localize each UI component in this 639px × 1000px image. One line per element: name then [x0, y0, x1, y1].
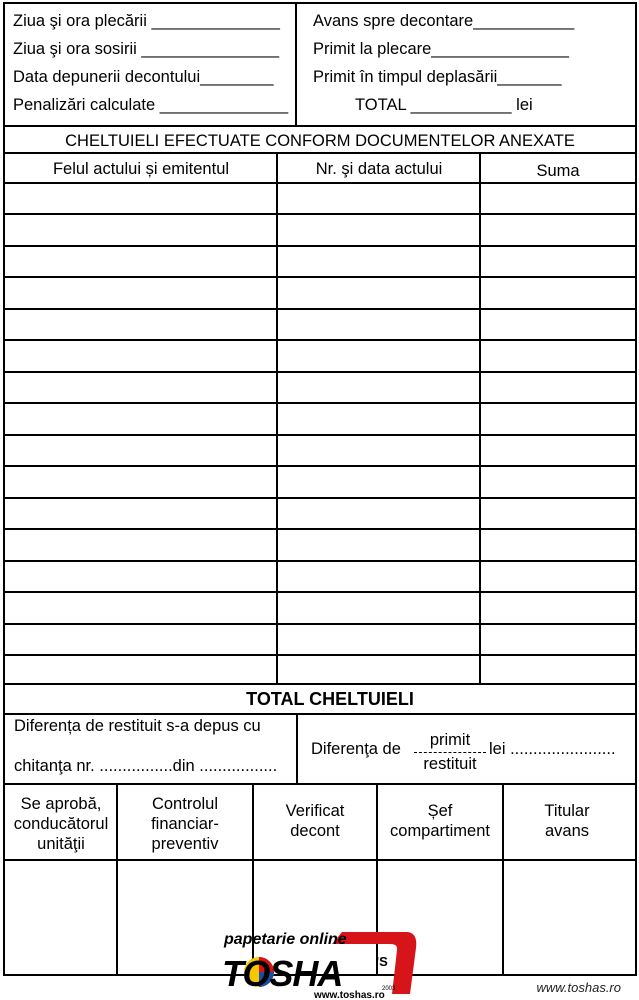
header-bottom-line — [5, 125, 635, 127]
deposit-receipt-field[interactable]: chitanţa nr. ................din ................. — [14, 757, 278, 775]
toshas-logo — [222, 926, 418, 1000]
settlement-form — [3, 2, 637, 976]
table-row — [5, 371, 635, 373]
received-departure-field[interactable]: Primit la plecare_______________ — [313, 40, 569, 58]
logo-suffix-text: 'S — [376, 954, 388, 969]
expenses-title: CHELTUIELI EFECTUATE CONFORM DOCUMENTELOR ANEXATE — [65, 132, 575, 150]
table-row — [5, 560, 635, 562]
difference-amount-field[interactable]: lei ....................... — [489, 740, 616, 758]
logo-url-text: www.toshas.ro — [314, 990, 385, 1000]
table-row — [5, 308, 635, 310]
arrival-field[interactable]: Ziua şi ora sosirii _______________ — [13, 40, 280, 58]
difference-divider — [296, 713, 298, 783]
difference-bottom-line — [5, 783, 635, 785]
table-row — [5, 402, 635, 404]
primit-label: primit — [429, 731, 471, 749]
advance-field[interactable]: Avans spre decontare___________ — [313, 12, 575, 30]
column-header-sum: Suma — [536, 162, 580, 180]
deposit-text-line1: Diferența de restituit s-a depus cu — [14, 717, 261, 735]
penalties-field[interactable]: Penalizări calculate ______________ — [13, 96, 289, 114]
column-header-act: Felul actului și emitentul — [52, 160, 230, 178]
signature-verified-label: Verificat decont — [285, 802, 345, 840]
signature-holder-label: Titular avans — [544, 802, 590, 840]
table-row — [5, 528, 635, 530]
signature-approval-label: Se aprobă, conducătorul unităţii — [13, 795, 109, 853]
table-row — [5, 465, 635, 467]
logo-graphic — [222, 926, 418, 1000]
table-row — [5, 182, 635, 184]
table-row — [5, 276, 635, 278]
table-row — [5, 434, 635, 436]
footer-website[interactable]: www.toshas.ro — [536, 980, 621, 995]
column-header-number-date: Nr. şi data actului — [315, 160, 443, 178]
header-divider — [295, 4, 297, 125]
title-bottom-line — [5, 152, 635, 154]
column-divider-2 — [479, 152, 481, 683]
signature-head-label: Șef compartiment — [390, 802, 490, 840]
column-divider-1 — [276, 152, 278, 683]
signature-divider-1 — [116, 783, 118, 976]
table-row — [5, 654, 635, 656]
fraction-bar — [414, 752, 486, 753]
received-trip-field[interactable]: Primit în timpul deplasării_______ — [313, 68, 562, 86]
table-row — [5, 623, 635, 625]
logo-brand-text: TOSHA — [222, 953, 343, 994]
departure-field[interactable]: Ziua şi ora plecării ______________ — [13, 12, 280, 30]
table-row — [5, 339, 635, 341]
primit-restituit-fraction — [410, 732, 490, 772]
table-row — [5, 591, 635, 593]
signature-divider-4 — [502, 783, 504, 976]
table-row — [5, 213, 635, 215]
submission-date-field[interactable]: Data depunerii decontului________ — [13, 68, 274, 86]
total-field[interactable]: TOTAL ___________ lei — [355, 96, 533, 114]
logo-tagline: papetarie online — [224, 931, 347, 948]
total-bottom-line — [5, 713, 635, 715]
difference-label: Diferenţa de — [311, 740, 401, 758]
table-row — [5, 497, 635, 499]
table-row — [5, 245, 635, 247]
logo-year-text: 2003 — [382, 986, 396, 992]
signature-financial-control-label: Controlul financiar-preventiv — [151, 795, 219, 853]
total-expenses-label: TOTAL CHELTUIELI — [246, 689, 414, 709]
restituit-label: restituit — [423, 754, 477, 773]
table-row — [5, 683, 635, 685]
signature-header-line — [5, 859, 635, 861]
